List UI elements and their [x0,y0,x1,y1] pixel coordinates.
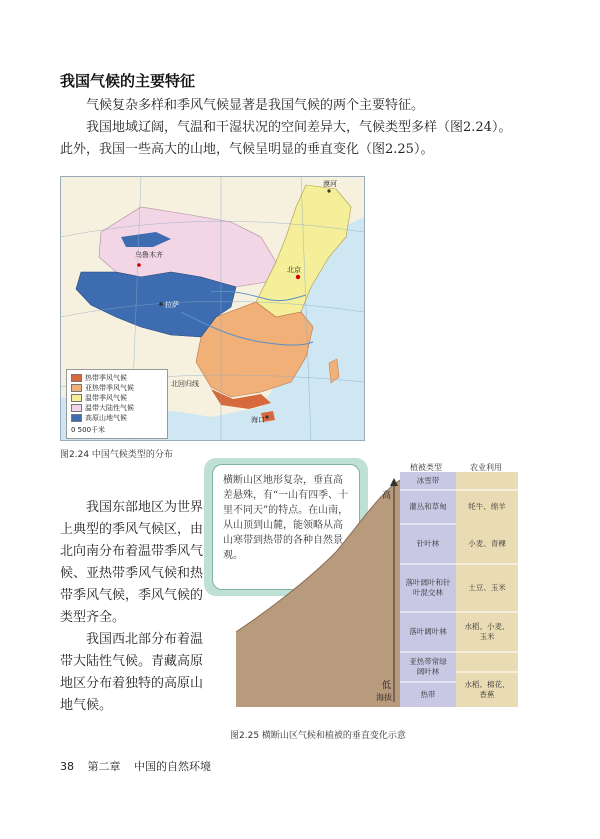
map-legend [66,369,168,439]
vegetation-column [400,472,456,707]
diversity-paragraph-line1: 我国地域辽阔，气温和干湿状况的空间差异大，气候类型多样（图2.24）。 [86,120,512,135]
chapter-title: 中国的自然环境 [134,760,211,773]
axis-base-label: 海拔 [376,693,392,702]
vegetation-zone: 针叶林 [416,539,440,548]
vegetation-zone: 落叶阔叶和针叶混交林 [405,578,451,597]
map-label-tropic: 北回归线 [171,380,199,388]
map-label-urumqi: 乌鲁木齐 [135,251,163,259]
vegetation-zone: 热带 [420,689,436,699]
agriculture-use: 土豆、玉米 [468,583,506,592]
map-caption: 图2.24 中国气候类型的分布 [60,450,173,460]
agriculture-use: 水稻、棉花、香蕉 [464,679,510,699]
diversity-paragraph [60,117,555,161]
axis-high-label: 高 [382,491,392,501]
legend-swatch [71,404,82,412]
legend-swatch [71,394,82,402]
diversity-paragraph-line2: 此外，我国一些高大的山地，气候呈明显的垂直变化（图2.25）。 [60,142,434,157]
section-title: 我国气候的主要特征 [60,72,196,90]
legend-item: 温带季风气候 [71,393,163,403]
legend-item: 温带大陆性气候 [71,403,163,413]
map-label-mohe: 漠河 [323,180,337,188]
agriculture-column [458,472,516,707]
note-box: 横断山区地形复杂，垂直高差悬殊，有“一山有四季、十里不同天”的特点。在山南，从山顶到山麓，能领略从高山寒带到热带的各种自然景观。 [212,464,360,590]
map-label-beijing: 北京 [287,266,301,274]
map-label-lhasa: 拉萨 [165,301,179,309]
legend-swatch [71,384,82,392]
vegetation-zone: 冰雪带 [416,476,440,485]
vegetation-zone: 亚热带常绿阔叶林 [409,657,447,676]
chapter-number: 第二章 [87,760,121,773]
vegetation-zone: 灌丛和草甸 [409,502,447,511]
col-agriculture-heading: 农业利用 [470,463,502,472]
page-footer [60,758,221,774]
zonation-diagram [236,472,518,712]
monsoon-paragraph: 我国东部地区为世界上典型的季风气候区，由北向南分布着温带季风气候、亚热带季风气候和热带季风气候，季风气候的类型齐全。 [60,500,204,625]
axis-low-label: 低 [382,681,392,691]
map-scale: 0 500千米 [71,426,106,434]
intro-paragraph: 气候复杂多样和季风气候显著是我国气候的两个主要特征。 [86,98,425,113]
legend-item: 热带季风气候 [71,373,163,383]
legend-swatch [71,414,82,422]
northwest-paragraph: 我国西北部分布着温带大陆性气候。青藏高原地区分布着独特的高原山地气候。 [60,632,204,713]
legend-swatch [71,374,82,382]
legend-item: 高原山地气候 [71,413,163,423]
side-text [60,497,210,717]
agriculture-use: 牦牛、绵羊 [468,502,506,511]
legend-item: 亚热带季风气候 [71,383,163,393]
vegetation-zone: 落叶阔叶林 [409,627,447,636]
map-label-haikou: 海口 [251,416,265,424]
diagram-caption: 图2.25 横断山区气候和植被的垂直变化示意 [230,731,406,741]
agriculture-use: 水稻、小麦、玉米 [464,622,510,641]
agriculture-use: 小麦、青稞 [468,539,506,548]
col-vegetation-heading: 植被类型 [410,463,442,472]
page-number: 38 [60,760,74,773]
